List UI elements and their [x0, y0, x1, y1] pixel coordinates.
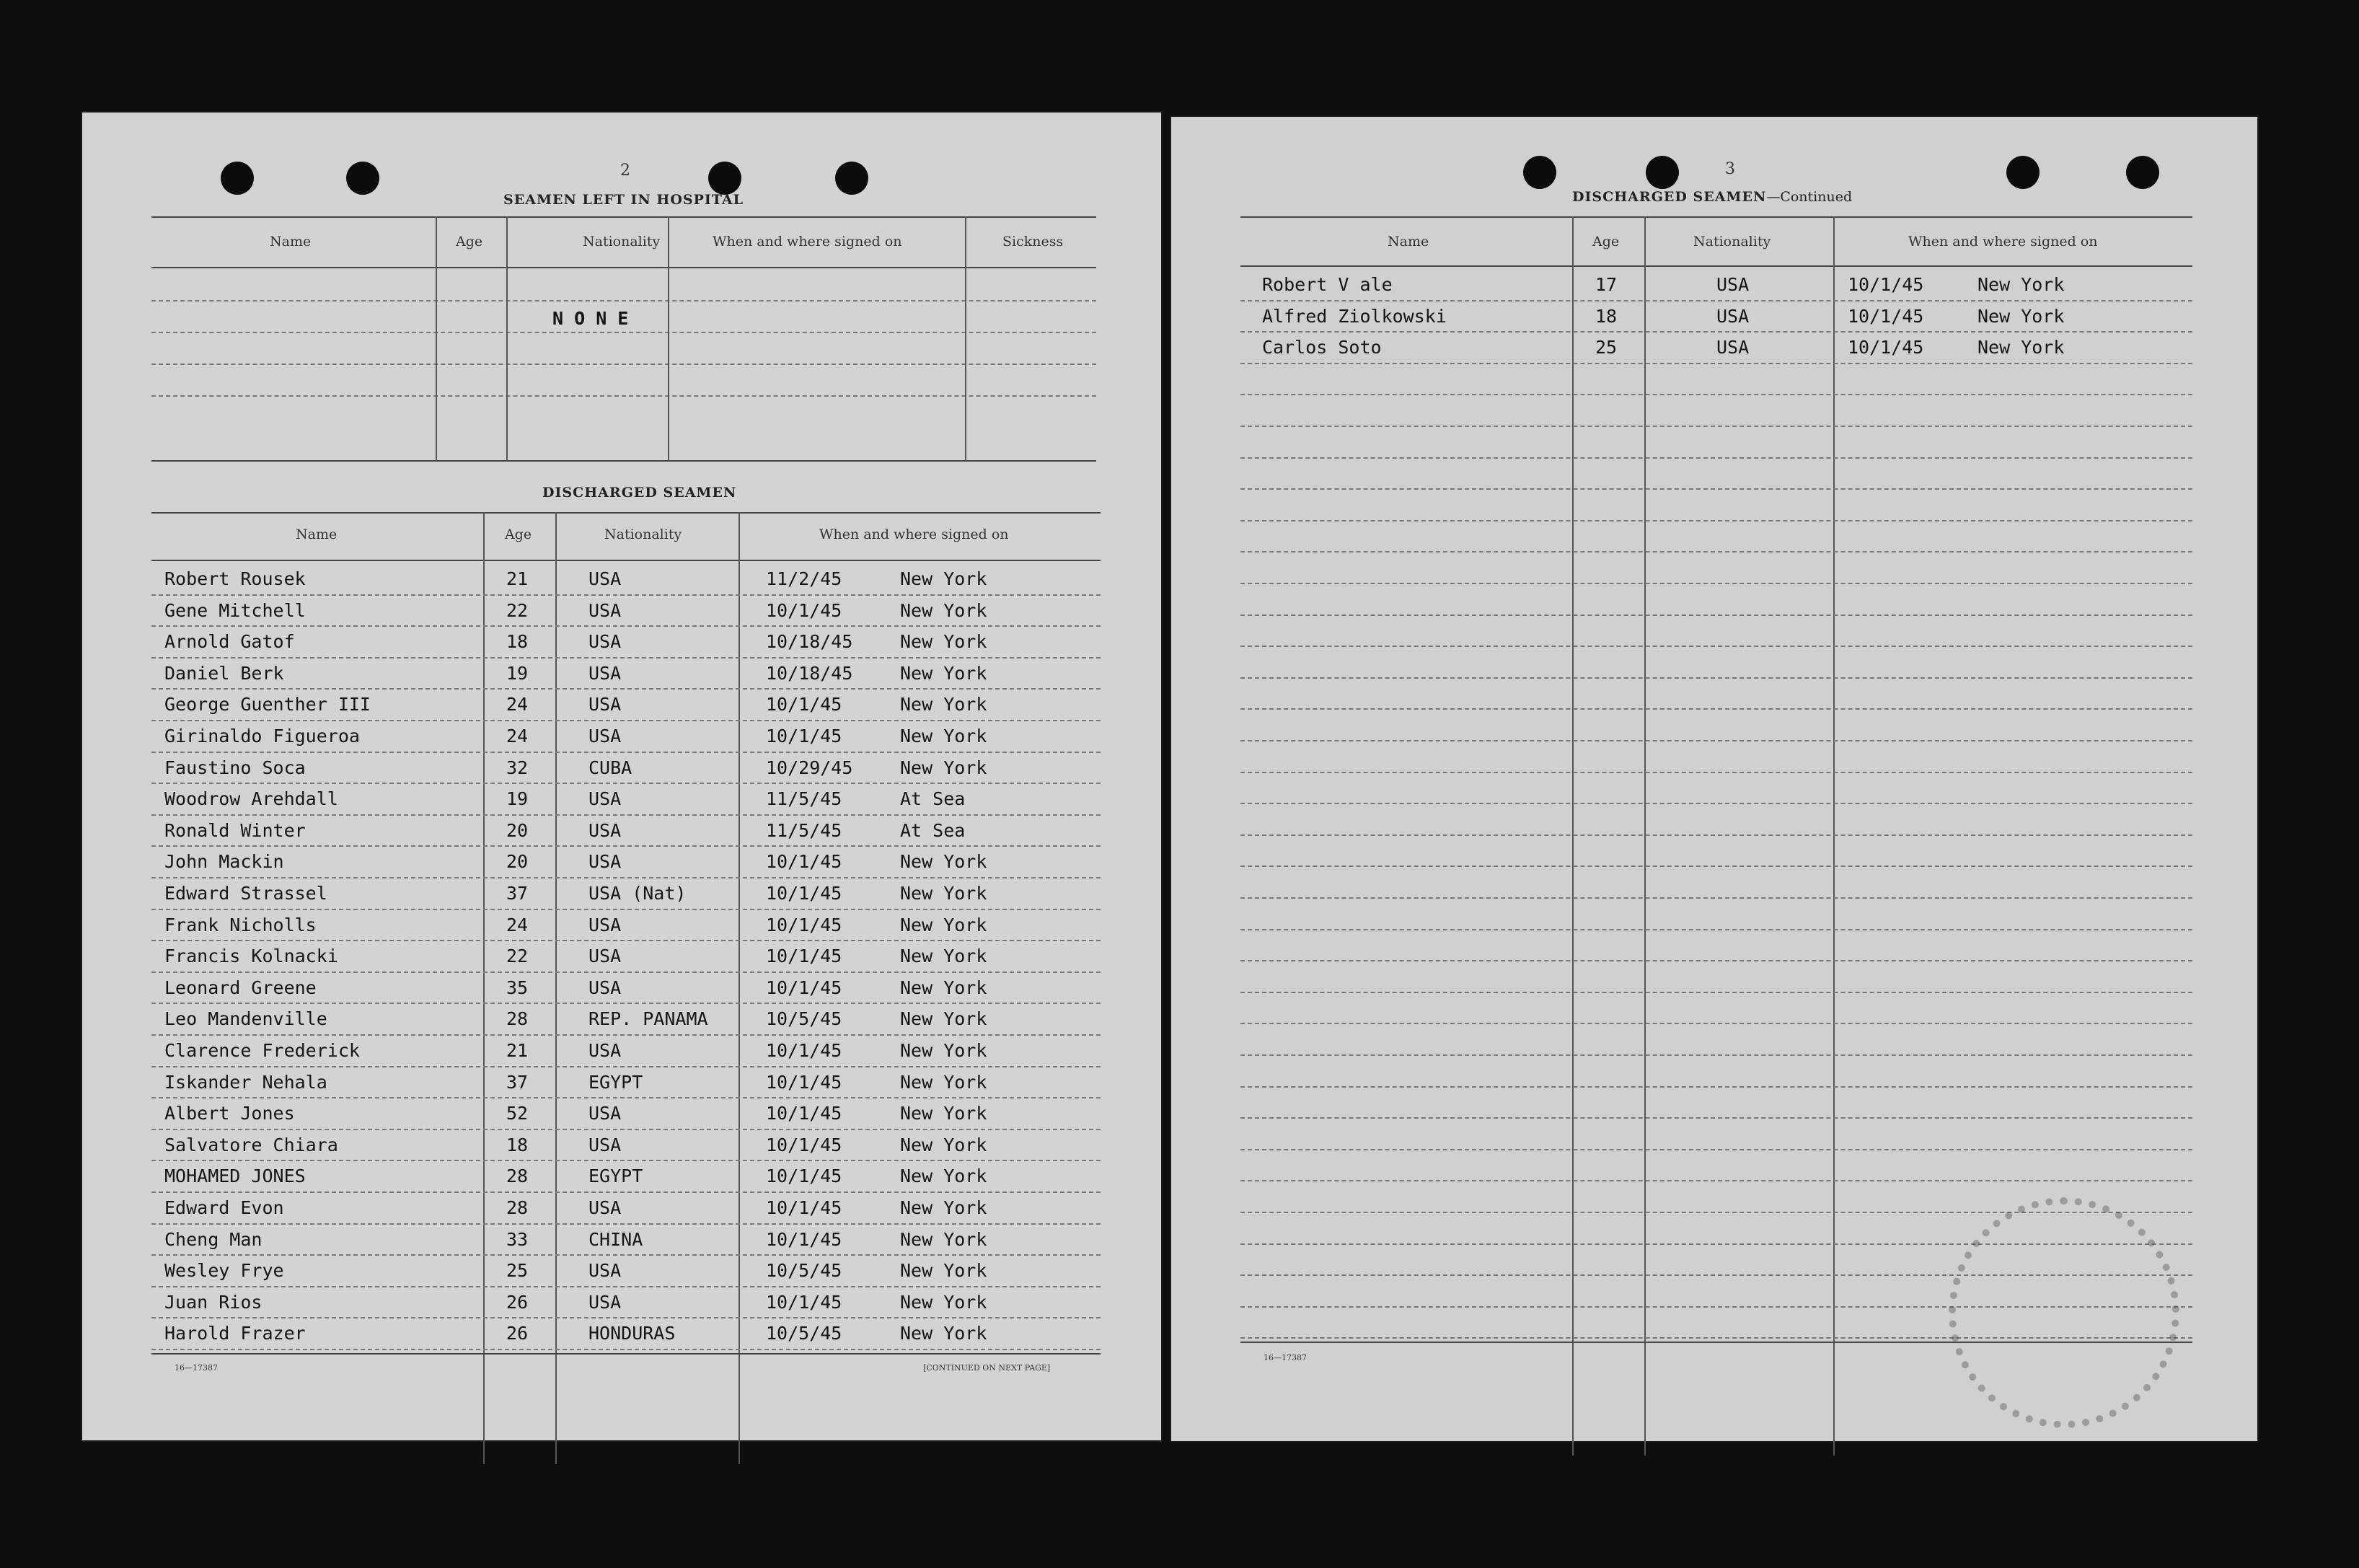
row-rule — [151, 909, 1101, 910]
punch-hole — [2126, 156, 2159, 189]
signed-on-date: 11/2/45 — [766, 568, 842, 589]
signed-on-place: At Sea — [900, 819, 966, 841]
signed-on-place: New York — [900, 1166, 987, 1187]
row-rule — [1240, 363, 2192, 364]
signed-on-place: New York — [900, 914, 987, 935]
signed-on-date: 10/1/45 — [766, 977, 842, 998]
signed-on-date: 10/1/45 — [766, 851, 842, 873]
signed-on-place: New York — [900, 1071, 987, 1093]
seaman-age: 19 — [506, 662, 529, 684]
signed-on-place: New York — [900, 851, 987, 873]
seaman-name: Daniel Berk — [164, 662, 284, 684]
seaman-name: Leo Mandenville — [164, 1008, 327, 1030]
seaman-nationality: USA — [588, 1040, 622, 1061]
hospital-col-sickness: Sickness — [1002, 234, 1064, 250]
signed-on-place: New York — [900, 977, 987, 998]
seaman-nationality: USA — [588, 1103, 622, 1124]
punch-hole — [1523, 156, 1556, 189]
seaman-nationality: USA — [588, 1260, 622, 1282]
signed-on-place: New York — [900, 883, 987, 904]
signed-on-place: New York — [900, 631, 987, 653]
row-rule — [151, 1160, 1101, 1161]
row-rule — [151, 625, 1101, 627]
seaman-name: Francis Kolnacki — [164, 946, 338, 967]
signed-on-date: 10/1/45 — [766, 599, 842, 621]
seaman-nationality: USA — [588, 631, 622, 653]
hospital-col-name: Name — [270, 234, 312, 250]
signed-on-place: New York — [900, 599, 987, 621]
signed-on-date: 10/1/45 — [766, 694, 842, 715]
signed-on-place: New York — [900, 568, 987, 589]
seaman-age: 28 — [506, 1008, 529, 1030]
seaman-age: 28 — [506, 1166, 529, 1187]
seaman-age: 26 — [506, 1291, 529, 1313]
seaman-name: Alfred Ziolkowski — [1262, 305, 1447, 327]
seaman-age: 25 — [1595, 337, 1618, 358]
discharged-col-age: Age — [505, 527, 532, 542]
row-rule — [1240, 708, 2192, 710]
signed-on-date: 11/5/45 — [766, 819, 842, 841]
hospital-section-title: SEAMEN LEFT IN HOSPITAL — [503, 192, 744, 208]
seaman-name: Woodrow Arehdall — [164, 788, 338, 810]
row-rule — [1240, 1086, 2192, 1088]
signed-on-date: 10/5/45 — [766, 1008, 842, 1030]
row-rule — [1240, 992, 2192, 993]
seaman-nationality: CUBA — [588, 757, 632, 778]
seaman-age: 22 — [506, 599, 529, 621]
seaman-nationality: EGYPT — [588, 1166, 643, 1187]
seaman-nationality: USA — [588, 788, 622, 810]
row-rule — [151, 1349, 1101, 1350]
row-rule — [151, 1129, 1101, 1130]
seaman-name: Juan Rios — [164, 1291, 263, 1313]
seaman-age: 24 — [506, 914, 529, 935]
signed-on-date: 10/1/45 — [766, 726, 842, 746]
signed-on-date: 10/18/45 — [766, 662, 853, 684]
row-rule — [151, 1066, 1101, 1067]
signed-on-date: 10/1/45 — [766, 1040, 842, 1061]
signed-on-place: New York — [900, 726, 987, 746]
signed-on-place: New York — [1977, 337, 2065, 358]
signed-on-date: 10/1/45 — [766, 1071, 842, 1093]
seaman-name: Clarence Frederick — [164, 1040, 360, 1061]
signed-on-date: 10/1/45 — [1848, 337, 1924, 358]
seaman-name: Cheng Man — [164, 1228, 263, 1250]
hospital-col-signed-on: When and where signed on — [713, 234, 902, 250]
row-rule — [1240, 520, 2192, 521]
signed-on-place: New York — [900, 1228, 987, 1250]
seaman-nationality: HONDURAS — [588, 1323, 676, 1344]
row-rule — [1240, 1180, 2192, 1181]
discharged-col-nationality: Nationality — [604, 527, 682, 542]
row-rule — [1240, 929, 2192, 930]
seaman-name: Carlos Soto — [1262, 337, 1382, 358]
row-rule — [151, 877, 1101, 878]
seaman-age: 32 — [506, 757, 529, 778]
row-rule — [1240, 834, 2192, 836]
seaman-name: Frank Nicholls — [164, 914, 317, 935]
row-rule — [151, 752, 1101, 753]
seaman-age: 33 — [506, 1228, 529, 1250]
signed-on-place: New York — [900, 1197, 987, 1218]
seaman-nationality: USA — [588, 977, 622, 998]
seaman-age: 35 — [506, 977, 529, 998]
continued-note: [CONTINUED ON NEXT PAGE] — [923, 1363, 1051, 1373]
col-signed-on: When and where signed on — [1908, 234, 2098, 250]
seaman-nationality: USA — [1716, 274, 1750, 295]
row-rule — [151, 1034, 1101, 1036]
row-rule — [1240, 772, 2192, 773]
row-rule — [1240, 646, 2192, 647]
seaman-name: John Mackin — [164, 851, 284, 873]
postmark-stamp — [1949, 1197, 2179, 1428]
punch-hole — [346, 162, 379, 195]
title-main: DISCHARGED SEAMEN — [1572, 189, 1767, 205]
punch-hole — [835, 162, 868, 195]
signed-on-place: New York — [900, 946, 987, 967]
seaman-age: 24 — [506, 726, 529, 746]
seaman-name: Robert V ale — [1262, 274, 1393, 295]
col-age: Age — [1592, 234, 1620, 250]
signed-on-place: New York — [900, 1040, 987, 1061]
seaman-nationality: USA — [588, 851, 622, 873]
signed-on-date: 10/1/45 — [766, 946, 842, 967]
row-rule — [1240, 331, 2192, 332]
signed-on-date: 10/18/45 — [766, 631, 853, 653]
row-rule — [1240, 1117, 2192, 1119]
row-rule — [151, 1223, 1101, 1225]
seaman-age: 20 — [506, 851, 529, 873]
row-rule — [1240, 300, 2192, 301]
signed-on-date: 10/1/45 — [1848, 274, 1924, 295]
seaman-nationality: USA — [1716, 305, 1750, 327]
signed-on-place: New York — [900, 694, 987, 715]
col-nationality: Nationality — [1693, 234, 1771, 250]
seaman-name: Ronald Winter — [164, 819, 306, 841]
seaman-age: 22 — [506, 946, 529, 967]
signed-on-date: 10/1/45 — [766, 1197, 842, 1218]
signed-on-date: 10/1/45 — [766, 1166, 842, 1187]
title-suffix: —Continued — [1766, 189, 1853, 205]
row-rule — [1240, 866, 2192, 867]
seaman-age: 17 — [1595, 274, 1618, 295]
row-rule — [151, 720, 1101, 721]
row-rule — [1240, 677, 2192, 679]
seaman-age: 37 — [506, 883, 529, 904]
seaman-name: Salvatore Chiara — [164, 1134, 338, 1155]
signed-on-date: 11/5/45 — [766, 788, 842, 810]
signed-on-date: 10/5/45 — [766, 1323, 842, 1344]
seaman-nationality: USA — [1716, 337, 1750, 358]
row-rule — [1240, 457, 2192, 459]
right-page — [1170, 115, 2259, 1443]
seaman-nationality: USA — [588, 914, 622, 935]
seaman-nationality: REP. PANAMA — [588, 1008, 708, 1030]
discharged-col-signed-on: When and where signed on — [819, 527, 1009, 542]
seaman-nationality: CHINA — [588, 1228, 643, 1250]
seaman-name: Arnold Gatof — [164, 631, 295, 653]
signed-on-date: 10/1/45 — [766, 1134, 842, 1155]
hospital-col-age: Age — [456, 234, 483, 250]
row-rule — [151, 1286, 1101, 1287]
seaman-name: Edward Strassel — [164, 883, 327, 904]
row-rule — [1240, 488, 2192, 490]
signed-on-place: New York — [900, 1323, 987, 1344]
form-number: 16—17387 — [175, 1363, 218, 1373]
seaman-nationality: USA — [588, 1197, 622, 1218]
row-rule — [151, 1097, 1101, 1098]
seaman-age: 25 — [506, 1260, 529, 1282]
signed-on-place: New York — [900, 1260, 987, 1282]
seaman-age: 52 — [506, 1103, 529, 1124]
seaman-name: MOHAMED JONES — [164, 1166, 306, 1187]
row-rule — [151, 972, 1101, 973]
signed-on-place: New York — [900, 1134, 987, 1155]
signed-on-date: 10/1/45 — [766, 1103, 842, 1124]
seaman-nationality: USA — [588, 946, 622, 967]
signed-on-date: 10/1/45 — [766, 1228, 842, 1250]
seaman-age: 28 — [506, 1197, 529, 1218]
seaman-age: 21 — [506, 568, 529, 589]
seaman-age: 37 — [506, 1071, 529, 1093]
seaman-name: Harold Frazer — [164, 1323, 306, 1344]
signed-on-place: New York — [900, 757, 987, 778]
seaman-nationality: USA — [588, 599, 622, 621]
row-rule — [1240, 740, 2192, 741]
signed-on-date: 10/5/45 — [766, 1260, 842, 1282]
signed-on-date: 10/1/45 — [766, 1291, 842, 1313]
row-rule — [1240, 1054, 2192, 1056]
row-rule — [1240, 897, 2192, 899]
row-rule — [151, 594, 1101, 596]
seaman-name: Albert Jones — [164, 1103, 295, 1124]
form-number: 16—17387 — [1264, 1353, 1307, 1362]
signed-on-date: 10/1/45 — [766, 883, 842, 904]
row-rule — [1240, 394, 2192, 395]
seaman-name: Edward Evon — [164, 1197, 284, 1218]
signed-on-date: 10/29/45 — [766, 757, 853, 778]
seaman-name: Gene Mitchell — [164, 599, 306, 621]
seaman-age: 20 — [506, 819, 529, 841]
seaman-name: Faustino Soca — [164, 757, 306, 778]
row-rule — [151, 1317, 1101, 1318]
seaman-age: 18 — [506, 1134, 529, 1155]
signed-on-place: New York — [900, 1291, 987, 1313]
discharged-section-title: DISCHARGED SEAMEN — [542, 485, 737, 501]
row-rule — [1240, 583, 2192, 584]
row-rule — [151, 1254, 1101, 1256]
seaman-nationality: USA — [588, 726, 622, 746]
hospital-none-entry: N O N E — [552, 308, 629, 329]
row-rule — [1240, 803, 2192, 804]
signed-on-place: New York — [900, 1103, 987, 1124]
signed-on-place: New York — [1977, 274, 2065, 295]
row-rule — [151, 688, 1101, 690]
page-number: 3 — [1725, 160, 1735, 178]
punch-hole — [2006, 156, 2040, 189]
row-rule — [1240, 551, 2192, 552]
row-rule — [151, 657, 1101, 659]
left-page — [81, 111, 1163, 1442]
signed-on-place: New York — [900, 662, 987, 684]
seaman-name: Iskander Nehala — [164, 1071, 327, 1093]
signed-on-date: 10/1/45 — [766, 914, 842, 935]
seaman-nationality: USA — [588, 1291, 622, 1313]
page-number: 2 — [620, 162, 630, 180]
punch-hole — [1646, 156, 1679, 189]
seaman-name: Leonard Greene — [164, 977, 317, 998]
col-name: Name — [1388, 234, 1429, 250]
row-rule — [151, 940, 1101, 941]
signed-on-place: New York — [900, 1008, 987, 1030]
punch-hole — [221, 162, 254, 195]
seaman-age: 26 — [506, 1323, 529, 1344]
seaman-name: George Guenther III — [164, 694, 371, 715]
hospital-col-nationality: Nationality — [583, 234, 661, 250]
punch-hole — [708, 162, 741, 195]
seaman-age: 21 — [506, 1040, 529, 1061]
signed-on-date: 10/1/45 — [1848, 305, 1924, 327]
row-rule — [1240, 615, 2192, 616]
seaman-name: Wesley Frye — [164, 1260, 284, 1282]
discharged-continued-title — [1572, 189, 1852, 205]
seaman-nationality: USA — [588, 1134, 622, 1155]
seaman-age: 19 — [506, 788, 529, 810]
seaman-nationality: EGYPT — [588, 1071, 643, 1093]
row-rule — [1240, 1149, 2192, 1150]
seaman-age: 24 — [506, 694, 529, 715]
row-rule — [1240, 426, 2192, 427]
row-rule — [151, 845, 1101, 847]
row-rule — [151, 1192, 1101, 1193]
seaman-nationality: USA — [588, 819, 622, 841]
seaman-age: 18 — [1595, 305, 1618, 327]
seaman-nationality: USA — [588, 662, 622, 684]
row-rule — [1240, 1023, 2192, 1024]
seaman-nationality: USA — [588, 568, 622, 589]
row-rule — [1240, 960, 2192, 961]
discharged-col-name: Name — [296, 527, 338, 542]
row-rule — [151, 1003, 1101, 1004]
row-rule — [151, 783, 1101, 784]
row-rule — [151, 814, 1101, 816]
seaman-nationality: USA — [588, 694, 622, 715]
signed-on-place: New York — [1977, 305, 2065, 327]
seaman-name: Girinaldo Figueroa — [164, 726, 360, 746]
signed-on-place: At Sea — [900, 788, 966, 810]
seaman-age: 18 — [506, 631, 529, 653]
seaman-nationality: USA (Nat) — [588, 883, 687, 904]
seaman-name: Robert Rousek — [164, 568, 306, 589]
